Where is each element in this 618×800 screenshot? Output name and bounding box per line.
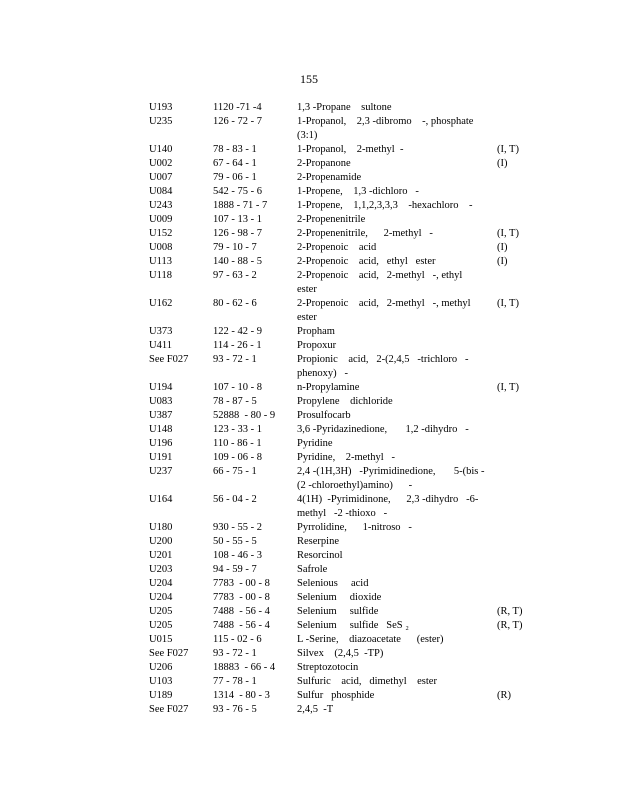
substance-name: 2-Propenenitrile — [297, 214, 366, 225]
hazard-code — [497, 423, 537, 437]
table-row — [149, 535, 529, 549]
substance-name: 1-Propanol, 2-methyl - — [297, 144, 404, 155]
hazard-code — [497, 451, 537, 465]
hazard-code: (I) — [497, 256, 508, 267]
cas-number: 115 - 02 - 6 — [213, 634, 262, 645]
table-row — [149, 661, 529, 675]
substance-name: Selenium sulfide SeS ₂ — [297, 620, 409, 631]
cas-number: 93 - 76 - 5 — [213, 704, 257, 715]
table-row — [149, 115, 529, 143]
cas-number: 80 - 62 - 6 — [213, 298, 257, 309]
substance-name: Pyrrolidine, 1-nitroso - — [297, 522, 412, 533]
hazard-code — [497, 339, 537, 353]
waste-code: U152 — [149, 228, 173, 239]
hazard-code — [497, 675, 537, 689]
substance-name: 1-Propanol, 2,3 -dibromo -, phosphate (3:1) — [297, 116, 474, 141]
cas-number: 1120 -71 -4 — [213, 102, 262, 113]
cas-number: 110 - 86 - 1 — [213, 438, 262, 449]
waste-code: U189 — [149, 690, 173, 701]
cas-number: 18883 - 66 - 4 — [213, 662, 276, 673]
hazard-code — [497, 213, 537, 227]
waste-code: U015 — [149, 634, 173, 645]
substance-name: Sulfur phosphide — [297, 690, 375, 701]
cas-number: 542 - 75 - 6 — [213, 186, 262, 197]
cas-number: 126 - 72 - 7 — [213, 116, 262, 127]
hazard-code: (I) — [497, 158, 508, 169]
hazard-code — [497, 437, 537, 451]
table-row — [149, 493, 529, 521]
hazard-code — [497, 521, 537, 535]
hazard-code: (R, T) — [497, 620, 523, 631]
substance-name: Safrole — [297, 564, 328, 575]
cas-number: 79 - 10 - 7 — [213, 242, 257, 253]
hazard-code — [497, 633, 537, 647]
hazard-code: (R, T) — [497, 606, 523, 617]
cas-number: 7783 - 00 - 8 — [213, 578, 270, 589]
waste-code: See F027 — [149, 354, 189, 365]
table-row — [149, 521, 529, 535]
substance-name: 2-Propenenitrile, 2-methyl - — [297, 228, 433, 239]
table-row — [149, 171, 529, 185]
substance-name: 3,6 -Pyridazinedione, 1,2 -dihydro - — [297, 424, 469, 435]
table-row — [149, 703, 529, 717]
waste-code: U140 — [149, 144, 173, 155]
waste-code: U243 — [149, 200, 173, 211]
cas-number: 126 - 98 - 7 — [213, 228, 262, 239]
cas-number: 930 - 55 - 2 — [213, 522, 262, 533]
cas-number: 78 - 83 - 1 — [213, 144, 257, 155]
waste-code: U191 — [149, 452, 173, 463]
cas-number: 93 - 72 - 1 — [213, 354, 257, 365]
table-row — [149, 409, 529, 423]
table-row — [149, 255, 529, 269]
page-number: 155 — [300, 72, 318, 86]
waste-code: U200 — [149, 536, 173, 547]
table-row — [149, 199, 529, 213]
cas-number: 7783 - 00 - 8 — [213, 592, 270, 603]
waste-code: U180 — [149, 522, 173, 533]
table-row — [149, 395, 529, 409]
table-row — [149, 577, 529, 591]
table-row — [149, 437, 529, 451]
hazard-code — [497, 409, 537, 423]
substance-name: Reserpine — [297, 536, 339, 547]
cas-number: 94 - 59 - 7 — [213, 564, 257, 575]
waste-code: U007 — [149, 172, 173, 183]
hazard-code — [497, 115, 537, 143]
cas-number: 7488 - 56 - 4 — [213, 620, 270, 631]
hazard-code — [497, 647, 537, 661]
substance-name: Streptozotocin — [297, 662, 359, 673]
table-row — [149, 605, 529, 619]
table-row — [149, 591, 529, 605]
waste-code: U164 — [149, 494, 173, 505]
cas-number: 140 - 88 - 5 — [213, 256, 262, 267]
substance-name: Selenious acid — [297, 578, 369, 589]
waste-code: U084 — [149, 186, 173, 197]
hazard-code — [497, 535, 537, 549]
table-row — [149, 185, 529, 199]
hazard-code: (I, T) — [497, 144, 519, 155]
hazard-code — [497, 549, 537, 563]
substance-name: 1-Propene, 1,1,2,3,3,3 -hexachloro - — [297, 200, 473, 211]
cas-number: 109 - 06 - 8 — [213, 452, 262, 463]
table-row — [149, 339, 529, 353]
waste-code: U411 — [149, 340, 172, 351]
cas-number: 50 - 55 - 5 — [213, 536, 257, 547]
cas-number: 123 - 33 - 1 — [213, 424, 262, 435]
substance-name: Sulfuric acid, dimethyl ester — [297, 676, 437, 687]
waste-code: U009 — [149, 214, 173, 225]
waste-code: U206 — [149, 662, 173, 673]
waste-code: U237 — [149, 466, 173, 477]
cas-number: 56 - 04 - 2 — [213, 494, 257, 505]
hazard-code — [497, 493, 537, 521]
hazard-code — [497, 353, 537, 381]
hazard-code: (I) — [497, 242, 508, 253]
substance-name: Pyridine, 2-methyl - — [297, 452, 395, 463]
table-row — [149, 101, 529, 115]
table-row — [149, 269, 529, 297]
cas-number: 52888 - 80 - 9 — [213, 410, 276, 421]
waste-code: U083 — [149, 396, 173, 407]
waste-code: U113 — [149, 256, 172, 267]
waste-code: U002 — [149, 158, 173, 169]
waste-code: See F027 — [149, 648, 189, 659]
hazard-code — [497, 395, 537, 409]
waste-code: U118 — [149, 270, 172, 281]
cas-number: 93 - 72 - 1 — [213, 648, 257, 659]
table-row — [149, 647, 529, 661]
hazard-code — [497, 563, 537, 577]
cas-number: 107 - 10 - 8 — [213, 382, 262, 393]
substance-name: Propylene dichloride — [297, 396, 393, 407]
table-row — [149, 297, 529, 325]
waste-code: U204 — [149, 578, 173, 589]
table-row — [149, 241, 529, 255]
cas-number: 107 - 13 - 1 — [213, 214, 262, 225]
hazard-code — [497, 269, 537, 297]
substance-name: 1-Propene, 1,3 -dichloro - — [297, 186, 419, 197]
waste-code: U193 — [149, 102, 173, 113]
table-row — [149, 325, 529, 339]
cas-number: 66 - 75 - 1 — [213, 466, 257, 477]
hazard-code — [497, 577, 537, 591]
substance-name: 2,4 -(1H,3H) -Pyrimidinedione, 5-(bis - (2 -chloroethyl)amino) - — [297, 466, 485, 491]
substance-name: 1,3 -Propane sultone — [297, 102, 392, 113]
hazard-code — [497, 661, 537, 675]
substance-name: Silvex (2,4,5 -TP) — [297, 648, 384, 659]
table-row — [149, 619, 529, 633]
waste-code: U203 — [149, 564, 173, 575]
table-row — [149, 451, 529, 465]
hazard-code — [497, 325, 537, 339]
table-row — [149, 675, 529, 689]
table-row — [149, 143, 529, 157]
waste-code: U103 — [149, 676, 173, 687]
hazard-code — [497, 703, 537, 717]
hazard-code — [497, 101, 537, 115]
waste-code: U196 — [149, 438, 173, 449]
waste-code: U205 — [149, 606, 173, 617]
substance-name: 4(1H) -Pyrimidinone, 2,3 -dihydro -6- methyl -2 -thioxo - — [297, 494, 479, 519]
hazard-code: (I, T) — [497, 228, 519, 239]
cas-number: 114 - 26 - 1 — [213, 340, 262, 351]
substance-name: 2-Propenoic acid — [297, 242, 377, 253]
substance-name: Selenium sulfide — [297, 606, 379, 617]
table-row — [149, 227, 529, 241]
table-row — [149, 563, 529, 577]
waste-code: U148 — [149, 424, 173, 435]
table-row — [149, 157, 529, 171]
substance-name: 2-Propenamide — [297, 172, 362, 183]
table-row — [149, 633, 529, 647]
substance-name: L -Serine, diazoacetate (ester) — [297, 634, 444, 645]
cas-number: 1888 - 71 - 7 — [213, 200, 268, 211]
table-row — [149, 423, 529, 437]
waste-code: U162 — [149, 298, 173, 309]
cas-number: 1314 - 80 - 3 — [213, 690, 270, 701]
table-row — [149, 689, 529, 703]
waste-code: U205 — [149, 620, 173, 631]
substance-name: 2-Propenoic acid, ethyl ester — [297, 256, 436, 267]
table-row — [149, 353, 529, 381]
hazard-code — [497, 465, 537, 493]
substance-name: Propoxur — [297, 340, 337, 351]
substance-name: Resorcinol — [297, 550, 343, 561]
substance-name: 2-Propenoic acid, 2-methyl -, methyl ester — [297, 298, 471, 323]
substance-name: 2-Propenoic acid, 2-methyl -, ethyl ester — [297, 270, 463, 295]
hazard-code: (I, T) — [497, 298, 519, 309]
waste-code: U201 — [149, 550, 173, 561]
substance-name: Prosulfocarb — [297, 410, 351, 421]
cas-number: 122 - 42 - 9 — [213, 326, 262, 337]
table-row — [149, 213, 529, 227]
waste-code: U194 — [149, 382, 173, 393]
substance-name: 2-Propanone — [297, 158, 351, 169]
cas-number: 79 - 06 - 1 — [213, 172, 257, 183]
substance-name: Propham — [297, 326, 335, 337]
waste-code: U008 — [149, 242, 173, 253]
table-row — [149, 549, 529, 563]
waste-code: See F027 — [149, 704, 189, 715]
hazard-code — [497, 171, 537, 185]
hazard-code — [497, 199, 537, 213]
substance-name: 2,4,5 -T — [297, 704, 334, 715]
cas-number: 78 - 87 - 5 — [213, 396, 257, 407]
cas-number: 77 - 78 - 1 — [213, 676, 257, 687]
waste-code: U235 — [149, 116, 173, 127]
cas-number: 7488 - 56 - 4 — [213, 606, 270, 617]
table-row — [149, 465, 529, 493]
waste-code: U204 — [149, 592, 173, 603]
substance-name: n-Propylamine — [297, 382, 360, 393]
hazard-code: (R) — [497, 690, 511, 701]
substance-name: Propionic acid, 2-(2,4,5 -trichloro - phenoxy) - — [297, 354, 469, 379]
table-row — [149, 381, 529, 395]
cas-number: 108 - 46 - 3 — [213, 550, 262, 561]
hazard-code — [497, 591, 537, 605]
cas-number: 97 - 63 - 2 — [213, 270, 257, 281]
waste-code: U387 — [149, 410, 173, 421]
cas-number: 67 - 64 - 1 — [213, 158, 257, 169]
hazard-code — [497, 185, 537, 199]
hazard-code: (I, T) — [497, 382, 519, 393]
waste-code: U373 — [149, 326, 173, 337]
substance-name: Selenium dioxide — [297, 592, 382, 603]
hazardous-waste-table — [149, 101, 529, 717]
substance-name: Pyridine — [297, 438, 333, 449]
